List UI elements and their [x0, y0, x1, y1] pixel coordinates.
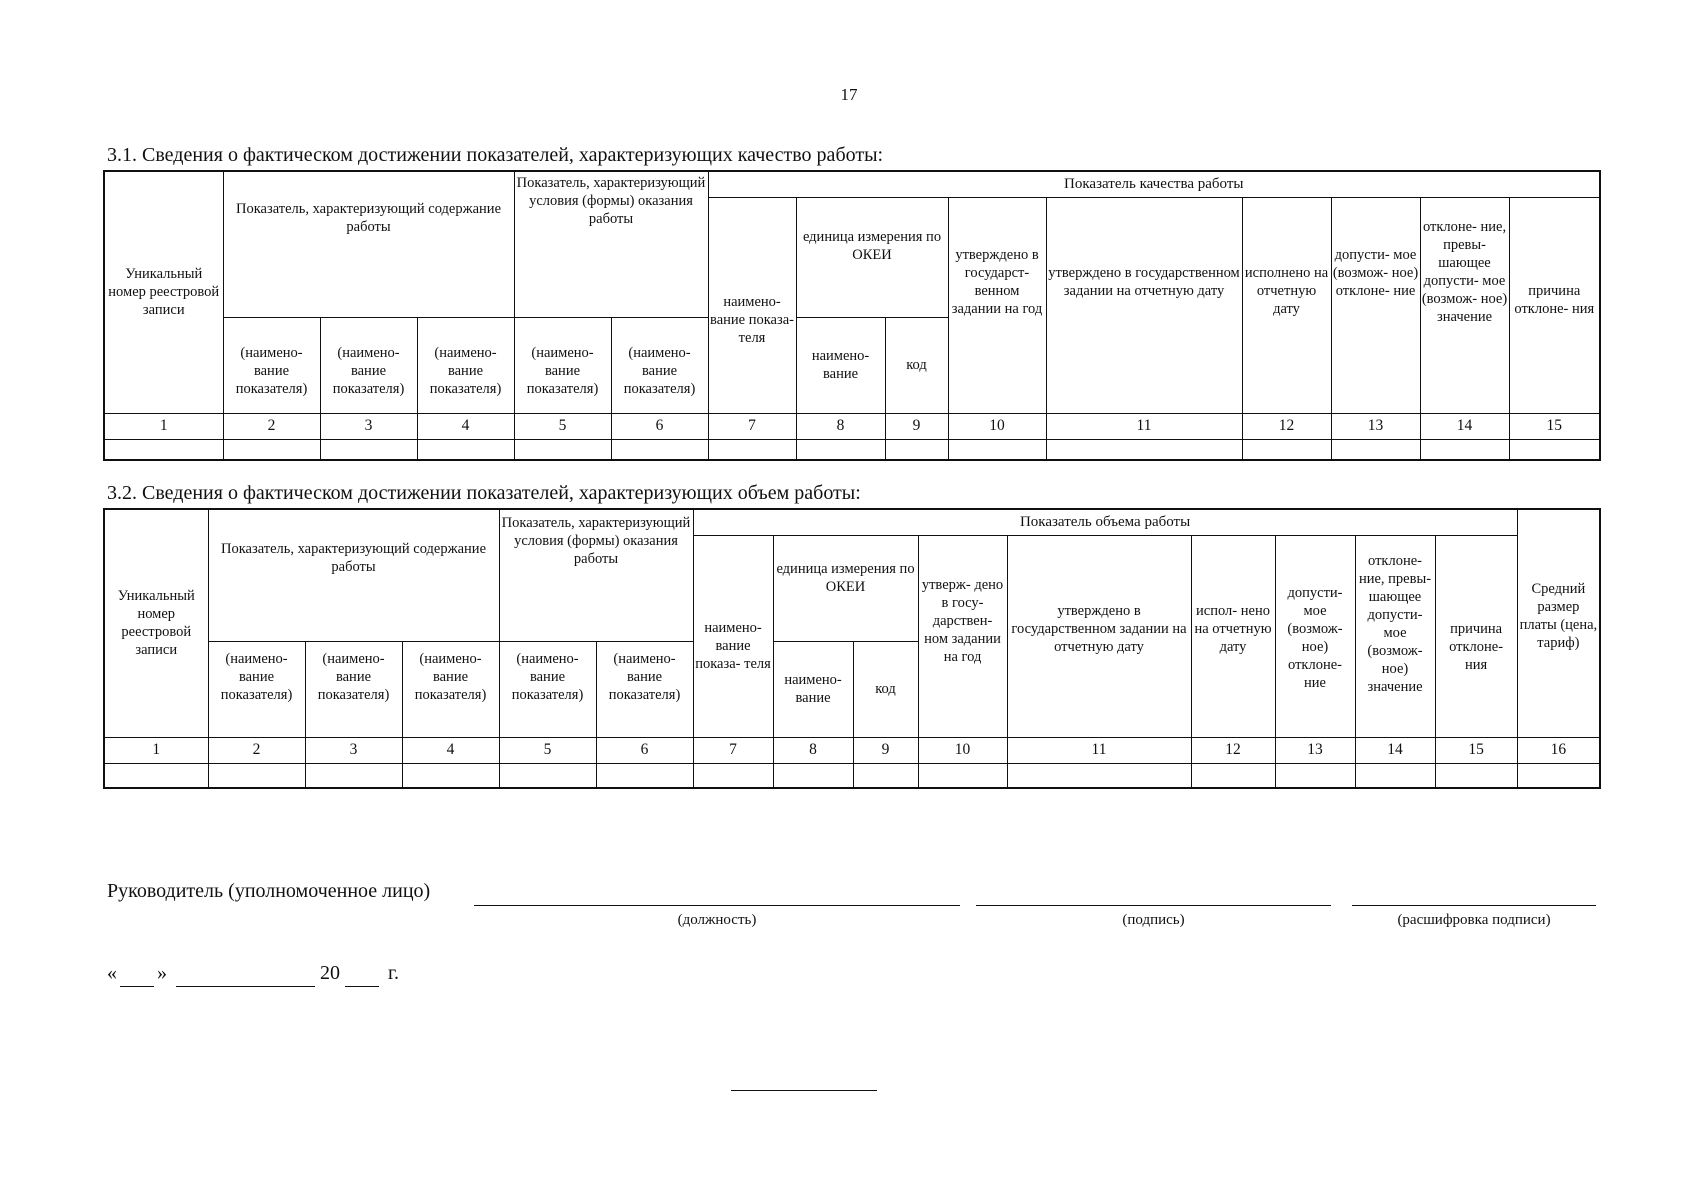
empty-cell: [208, 763, 305, 788]
empty-cell: [417, 439, 514, 460]
empty-cell: [708, 439, 796, 460]
unique-number-header: Уникальный номер реестровой записи: [104, 509, 208, 737]
empty-cell: [918, 763, 1007, 788]
approved-report-date-header: утверждено в государственном задании на отчетную дату: [1007, 535, 1191, 737]
date-day-blank: [120, 986, 154, 987]
approved-report-date-header: утверждено в государственном задании на отчетную дату: [1046, 197, 1242, 413]
conditions-indicator-name-1: (наимено- вание показателя): [514, 317, 611, 413]
date-open-quote: «: [107, 962, 117, 984]
unit-name-header: наимено- вание: [796, 317, 885, 413]
approved-year-header: утверждено в государст- венном задании на год: [948, 197, 1046, 413]
empty-cell: [596, 763, 693, 788]
empty-cell: [402, 763, 499, 788]
volume-section-title: 3.2. Сведения о фактическом достижении показателей, характеризующих объем работы:: [107, 482, 861, 504]
column-number-2: 2: [223, 413, 320, 439]
column-number-6: 6: [611, 413, 708, 439]
content-indicator-name-2: (наимено- вание показателя): [305, 641, 402, 737]
column-number-5: 5: [499, 737, 596, 763]
conditions-indicator-name-2: (наимено- вание показателя): [596, 641, 693, 737]
date-close-quote: »: [157, 962, 167, 984]
column-number-15: 15: [1435, 737, 1517, 763]
content-indicator-name-3: (наимено- вание показателя): [417, 317, 514, 413]
empty-cell: [223, 439, 320, 460]
empty-cell: [1355, 763, 1435, 788]
empty-cell: [1046, 439, 1242, 460]
volume-indicator-header: Показатель объема работы: [693, 509, 1517, 535]
allowed-deviation-header: допусти- мое (возмож- ное) отклоне- ние: [1275, 535, 1355, 737]
unit-code-header: код: [885, 317, 948, 413]
column-number-13: 13: [1331, 413, 1420, 439]
position-caption: (должность): [677, 912, 757, 928]
date-suffix: г.: [388, 962, 399, 984]
column-number-9: 9: [885, 413, 948, 439]
okei-unit-header: единица измерения по ОКЕИ: [796, 197, 948, 317]
empty-cell: [1509, 439, 1600, 460]
excess-deviation-header: отклоне- ние, превы- шающее допусти- мое (возмож- ное) значение: [1420, 197, 1509, 413]
volume-indicators-table: [103, 508, 1601, 789]
column-number-7: 7: [708, 413, 796, 439]
empty-cell: [305, 763, 402, 788]
empty-cell: [796, 439, 885, 460]
empty-cell: [1435, 763, 1517, 788]
empty-cell: [885, 439, 948, 460]
content-indicator-name-2: (наимено- вание показателя): [320, 317, 417, 413]
allowed-deviation-header: допусти- мое (возмож- ное) отклоне- ние: [1331, 197, 1420, 413]
empty-cell: [1420, 439, 1509, 460]
empty-cell: [948, 439, 1046, 460]
empty-cell: [773, 763, 853, 788]
column-number-4: 4: [402, 737, 499, 763]
date-year-blank: [345, 986, 379, 987]
indicator-name-header: наимено- вание показа- теля: [708, 197, 796, 413]
content-indicator-name-1: (наимено- вание показателя): [208, 641, 305, 737]
date-year-prefix: 20: [320, 962, 340, 984]
empty-cell: [1007, 763, 1191, 788]
conditions-indicator-header: Показатель, характеризующий условия (формы) оказания работы: [499, 509, 693, 641]
table-row: [104, 763, 1600, 788]
approved-year-header: утверж- дено в госу- дарствен- ном задании на год: [918, 535, 1007, 737]
page-number: 17: [840, 85, 858, 104]
position-line: [474, 905, 960, 906]
head-signatory-label: Руководитель (уполномоченное лицо): [107, 880, 431, 902]
column-number-16: 16: [1517, 737, 1600, 763]
column-number-9: 9: [853, 737, 918, 763]
signature-decoding-line: [1352, 905, 1596, 906]
column-number-15: 15: [1509, 413, 1600, 439]
indicator-name-header: наимено- вание показа- теля: [693, 535, 773, 737]
quality-indicator-header: Показатель качества работы: [708, 171, 1600, 197]
column-number-4: 4: [417, 413, 514, 439]
unique-number-header: Уникальный номер реестровой записи: [104, 171, 223, 413]
conditions-indicator-header: Показатель, характеризующий условия (формы) оказания работы: [514, 171, 708, 317]
empty-cell: [499, 763, 596, 788]
signature-decoding-caption: (расшифровка подписи): [1397, 912, 1551, 928]
column-number-12: 12: [1191, 737, 1275, 763]
executed-header: испол- нено на отчетную дату: [1191, 535, 1275, 737]
date-month-blank: [176, 986, 315, 987]
empty-cell: [1517, 763, 1600, 788]
quality-indicators-table: [103, 170, 1601, 461]
empty-cell: [693, 763, 773, 788]
column-number-1: 1: [104, 737, 208, 763]
column-number-14: 14: [1355, 737, 1435, 763]
column-number-14: 14: [1420, 413, 1509, 439]
column-number-3: 3: [305, 737, 402, 763]
empty-cell: [1331, 439, 1420, 460]
signature-caption: (подпись): [1122, 912, 1185, 928]
empty-cell: [611, 439, 708, 460]
column-number-11: 11: [1046, 413, 1242, 439]
executed-header: исполнено на отчетную дату: [1242, 197, 1331, 413]
deviation-reason-header: причина отклоне- ния: [1435, 535, 1517, 737]
content-indicator-header: Показатель, характеризующий содержание работы: [223, 171, 514, 317]
conditions-indicator-name-1: (наимено- вание показателя): [499, 641, 596, 737]
quality-section-title: 3.1. Сведения о фактическом достижении показателей, характеризующих качество работы:: [107, 144, 884, 166]
okei-unit-header: единица измерения по ОКЕИ: [773, 535, 918, 641]
conditions-indicator-name-2: (наимено- вание показателя): [611, 317, 708, 413]
empty-cell: [853, 763, 918, 788]
content-indicator-header: Показатель, характеризующий содержание работы: [208, 509, 499, 641]
empty-cell: [104, 763, 208, 788]
column-number-7: 7: [693, 737, 773, 763]
column-number-10: 10: [948, 413, 1046, 439]
column-number-12: 12: [1242, 413, 1331, 439]
column-number-6: 6: [596, 737, 693, 763]
column-number-5: 5: [514, 413, 611, 439]
empty-cell: [104, 439, 223, 460]
column-number-10: 10: [918, 737, 1007, 763]
average-fee-header: Средний размер платы (цена, тариф): [1517, 509, 1600, 737]
column-number-11: 11: [1007, 737, 1191, 763]
column-number-13: 13: [1275, 737, 1355, 763]
column-number-8: 8: [796, 413, 885, 439]
empty-cell: [320, 439, 417, 460]
excess-deviation-header: отклоне- ние, превы- шающее допусти- мое (возмож- ное) значение: [1355, 535, 1435, 737]
column-number-3: 3: [320, 413, 417, 439]
column-number-8: 8: [773, 737, 853, 763]
table-row: [104, 439, 1600, 460]
unit-code-header: код: [853, 641, 918, 737]
unit-name-header: наимено- вание: [773, 641, 853, 737]
column-number-2: 2: [208, 737, 305, 763]
empty-cell: [1191, 763, 1275, 788]
signature-line: [976, 905, 1331, 906]
empty-cell: [514, 439, 611, 460]
deviation-reason-header: причина отклоне- ния: [1509, 197, 1600, 413]
column-number-1: 1: [104, 413, 223, 439]
bottom-divider: [731, 1090, 877, 1091]
content-indicator-name-3: (наимено- вание показателя): [402, 641, 499, 737]
empty-cell: [1242, 439, 1331, 460]
content-indicator-name-1: (наимено- вание показателя): [223, 317, 320, 413]
empty-cell: [1275, 763, 1355, 788]
